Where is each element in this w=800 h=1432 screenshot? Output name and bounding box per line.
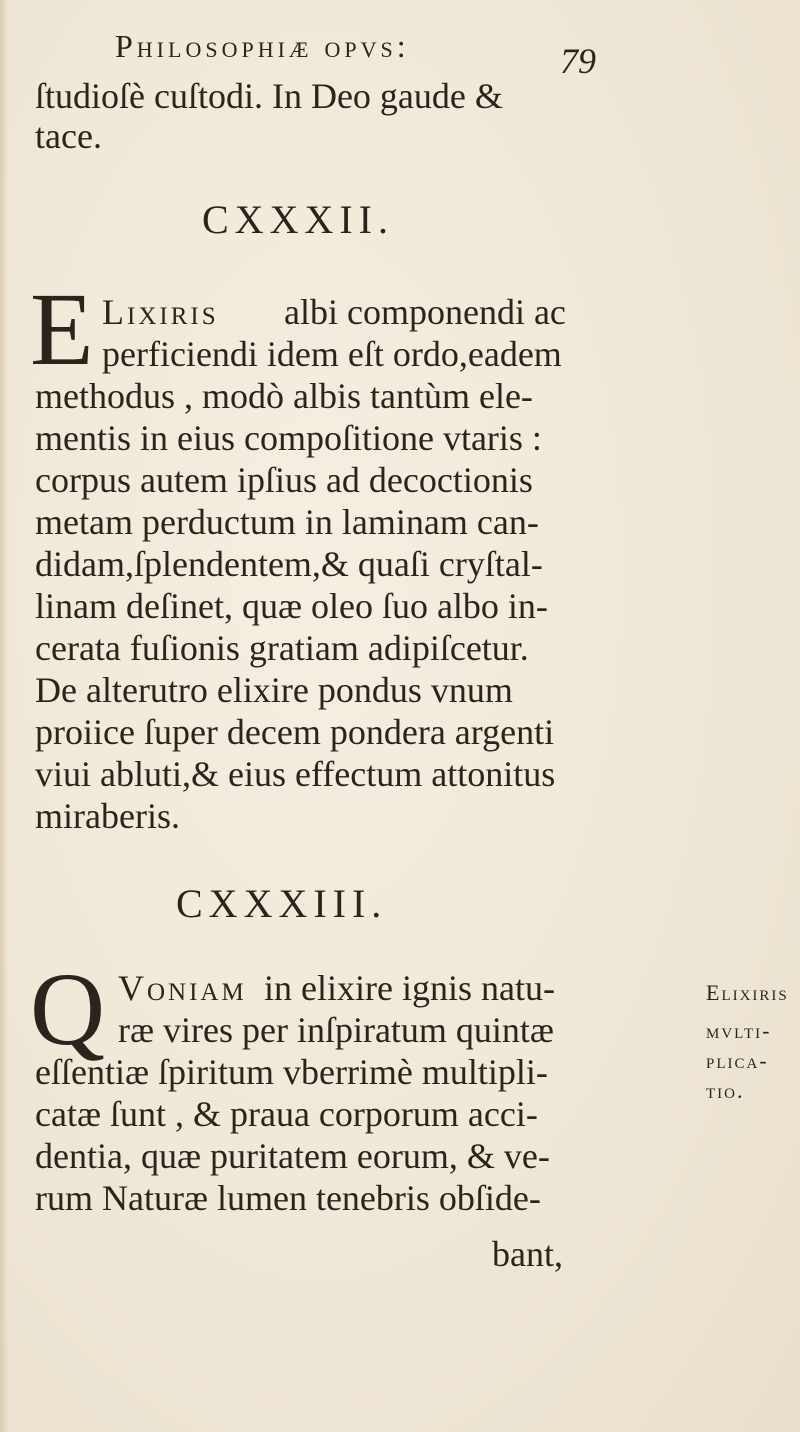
running-head: Philosophiæ opvs:: [115, 28, 410, 64]
drop-cap: Q: [30, 952, 106, 1067]
text-line: catæ ſunt , & praua corporum acci-: [35, 1094, 538, 1134]
text-line: in elixire ignis natu-: [264, 968, 555, 1008]
catchword: bant,: [492, 1234, 563, 1274]
text-line: rum Naturæ lumen tenebris obſide-: [35, 1178, 541, 1218]
text-line: ræ vires per inſpiratum quintæ: [118, 1010, 554, 1050]
text-line: methodus , modò albis tantùm ele-: [35, 376, 533, 416]
chapter-heading: CXXXIII.: [176, 881, 388, 926]
margin-note: tio.: [706, 1078, 745, 1103]
text-line: perficiendi idem eſt ordo,eadem: [102, 334, 562, 374]
text-line: metam perductum in laminam can-: [35, 502, 539, 542]
first-word: Voniam: [118, 968, 247, 1008]
text-line: cerata fuſionis gratiam adipiſcetur.: [35, 628, 529, 668]
text-line: albi componendi ac: [284, 292, 566, 332]
page-edge-shadow: [0, 0, 8, 1432]
text-line: eſſentiæ ſpiritum vberrimè multipli-: [35, 1052, 548, 1092]
margin-note: mvlti-: [706, 1018, 772, 1043]
margin-note: Elixiris: [706, 980, 789, 1005]
chapter-heading: CXXXII.: [202, 197, 394, 242]
text-line: tace.: [35, 116, 102, 156]
text-line: didam,ſplendentem,& quaſi cryſtal-: [35, 544, 543, 584]
text-line: proiice ſuper decem pondera argenti: [35, 712, 555, 752]
text-line: ſtudioſè cuſtodi. In Deo gaude &: [35, 76, 503, 116]
first-word: Lixiris: [102, 292, 219, 332]
drop-cap: E: [30, 272, 94, 387]
text-line: dentia, quæ puritatem eorum, & ve-: [35, 1136, 550, 1176]
text-line: corpus autem ipſius ad decoctionis: [35, 460, 533, 500]
margin-note: plica-: [706, 1048, 769, 1073]
page-number: 79: [560, 41, 596, 81]
text-line: mentis in eius compoſitione vtaris :: [35, 418, 542, 458]
text-line: miraberis.: [35, 796, 180, 836]
text-line: linam deſinet, quæ oleo ſuo albo in-: [35, 586, 548, 626]
text-line: viui abluti,& eius effectum attonitus: [35, 754, 556, 794]
text-line: De alterutro elixire pondus vnum: [35, 670, 513, 710]
